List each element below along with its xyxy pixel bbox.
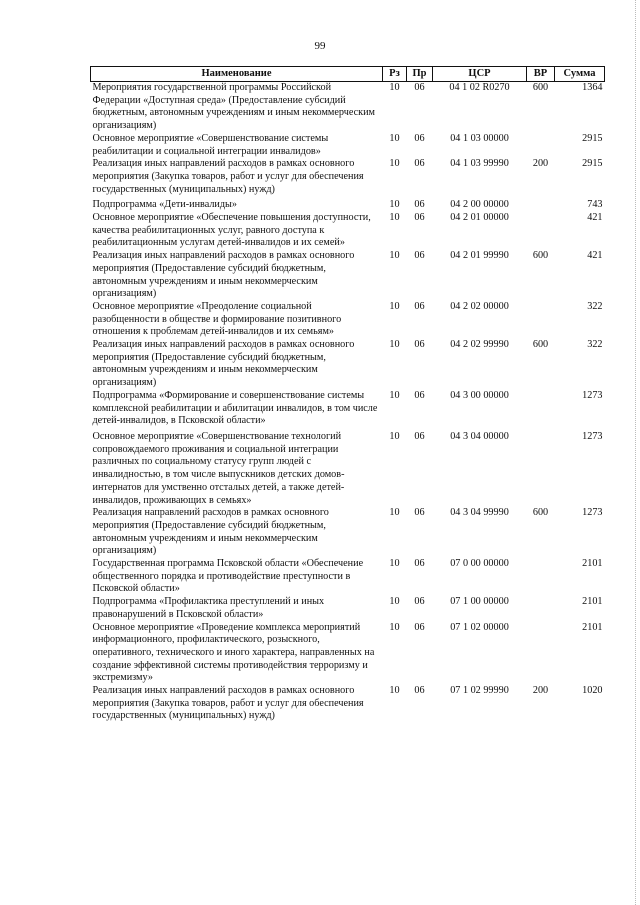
row-pr: 06 [414,389,425,401]
row-rz: 10 [389,250,400,262]
row-rz: 10 [389,621,400,633]
table-row [91,339,605,390]
row-vr: 600 [532,82,549,93]
table-row [91,558,605,596]
row-name: Основное мероприятие «Обеспечение повышения доступности, качества реабилитационных услуг, равного доступа к реабилитационным услугам детей-инвалидов и их семей» [92,212,371,249]
row-sum: 2915 [582,132,603,144]
row-name: Мероприятия государственной программы Российской Федерации «Доступная среда» (Предоставление субсидий бюджетным, автономным учреждениям и иным некоммерческим организациям) [92,82,375,132]
row-vr [527,622,555,686]
row-sum: 1273 [582,430,603,442]
row-pr: 06 [414,596,425,608]
row-name: Основное мероприятие «Преодоление социальной разобщенности в обществе и формирование позитивного отношения к проблемам детей-инвалидов и их семьям» [92,300,342,338]
row-name: Основное мероприятие «Совершенствование технологий сопровождаемого проживания и социальной интеграции различных по социальному статусу групп людей с инвалидностью, в том числе выпускников детских домов-интернатов для умственно отсталых детей, а также детей-инвалидов, проживающих в семьях» [92,430,345,506]
row-rz: 10 [389,430,400,442]
row-vr: 600 [532,250,549,262]
row-sum: 2101 [582,558,603,570]
table-row [91,390,605,428]
table-row [91,133,605,158]
row-name: Подпрограмма «Формирование и совершенствование системы комплексной реабилитации и абилитации инвалидов, в том числе детей-инвалидов, в Псковской области» [92,389,378,427]
row-sum: 322 [587,300,603,312]
row-pr: 06 [414,339,425,351]
row-pr: 06 [414,507,425,519]
table-row [91,82,605,133]
row-name: Основное мероприятие «Проведение комплекса мероприятий информационного, профилактического, розыскного, оперативного, технического и иного характера, направленных на создание эффективной системы противодействия терроризму и экстремизму» [92,621,375,684]
row-sum: 2101 [582,621,603,633]
row-name: Реализация иных направлений расходов в рамках основного мероприятия (Закупка товаров, работ и услуг для обеспечения государственных (муниципальных) нужд) [92,158,364,195]
row-name: Подпрограмма «Дети-инвалиды» [92,199,237,211]
row-name: Государственная программа Псковской области «Обеспечение общественного порядка и противодействие преступности в Псковской области» [92,558,364,595]
row-csr: 07 1 00 00000 [450,596,509,608]
row-csr: 04 1 02 R0270 [449,82,510,93]
row-rz: 10 [389,596,400,608]
row-sum: 743 [587,199,603,211]
row-csr: 04 3 04 00000 [450,430,509,442]
row-sum: 421 [587,212,603,224]
table-row [91,301,605,339]
row-vr: 200 [532,158,549,170]
row-name: Подпрограмма «Профилактика преступлений и иных правонарушений в Псковской области» [92,596,325,620]
row-csr: 07 1 02 99990 [450,685,509,697]
row-csr: 04 1 03 00000 [450,132,509,144]
row-pr: 06 [414,300,425,312]
header-rz: Рз [383,67,407,82]
table-row [91,196,605,212]
row-csr: 04 1 03 99990 [450,158,509,170]
row-vr [527,212,555,250]
row-vr [527,390,555,428]
header-vr: ВР [527,67,555,82]
row-vr [527,596,555,621]
table-row [91,212,605,250]
row-csr: 04 2 01 99990 [450,250,509,262]
row-vr [527,301,555,339]
row-name: Реализация иных направлений расходов в рамках основного мероприятия (Предоставление субсидий бюджетным, автономным учреждениям и иным некоммерческим организациям) [92,339,355,389]
row-rz: 10 [389,685,400,697]
table-row [91,685,605,723]
row-sum: 1273 [582,507,603,519]
row-vr: 600 [532,507,549,519]
row-csr: 04 2 02 99990 [450,339,509,351]
row-rz: 10 [389,558,400,570]
row-rz: 10 [389,158,400,170]
row-sum: 421 [587,250,603,262]
row-name: Реализация иных направлений расходов в рамках основного мероприятия (Предоставление субсидий бюджетным, автономным учреждениям и иным некоммерческим организациям) [92,250,355,300]
row-vr [527,558,555,596]
row-sum: 1364 [582,82,603,93]
row-rz: 10 [389,339,400,351]
row-csr: 07 1 02 00000 [450,621,509,633]
table-row [91,507,605,558]
row-sum: 2915 [582,158,603,170]
row-rz: 10 [389,300,400,312]
page-number: 99 [314,40,326,52]
table-row [91,428,605,507]
row-rz: 10 [389,507,400,519]
row-rz: 10 [389,212,400,224]
row-pr: 06 [414,558,425,570]
row-vr: 200 [532,685,549,697]
row-pr: 06 [414,212,425,224]
row-name: Реализация направлений расходов в рамках основного мероприятия (Предоставление субсидий бюджетным, автономным учреждениям и иным некоммерческим организациям) [92,507,329,557]
table-body [91,82,605,724]
row-pr: 06 [414,621,425,633]
table-header-row [91,67,605,82]
row-csr: 07 0 00 00000 [450,558,509,570]
table-row [91,250,605,301]
table-row [91,158,605,196]
row-pr: 06 [414,430,425,442]
row-csr: 04 2 00 00000 [450,199,509,211]
row-pr: 06 [414,685,425,697]
table-row [91,622,605,686]
row-vr [527,133,555,158]
row-name: Реализация иных направлений расходов в рамках основного мероприятия (Закупка товаров, работ и услуг для обеспечения государственных (муниципальных) нужд) [92,685,364,722]
scan-edge-line [635,0,636,905]
row-csr: 04 3 00 00000 [450,389,509,401]
header-name: Наименование [91,67,383,82]
row-sum: 2101 [582,596,603,608]
row-sum: 1273 [582,389,603,401]
row-rz: 10 [389,389,400,401]
row-csr: 04 2 02 00000 [450,300,509,312]
row-rz: 10 [389,82,400,93]
row-csr: 04 3 04 99990 [450,507,509,519]
row-rz: 10 [389,199,400,211]
header-pr: Пр [407,67,433,82]
row-pr: 06 [414,158,425,170]
row-pr: 06 [414,199,425,211]
row-sum: 322 [587,339,603,351]
row-pr: 06 [414,132,425,144]
header-csr: ЦСР [433,67,527,82]
row-rz: 10 [389,132,400,144]
row-pr: 06 [414,250,425,262]
row-vr: 600 [532,339,549,351]
header-sum: Сумма [555,67,605,82]
row-pr: 06 [414,82,425,93]
row-csr: 04 2 01 00000 [450,212,509,224]
row-vr [527,428,555,507]
row-vr [527,196,555,212]
table-row [91,596,605,621]
budget-table [90,66,605,723]
row-name: Основное мероприятие «Совершенствование системы реабилитации и социальной интеграции инвалидов» [92,132,329,157]
row-sum: 1020 [582,685,603,697]
